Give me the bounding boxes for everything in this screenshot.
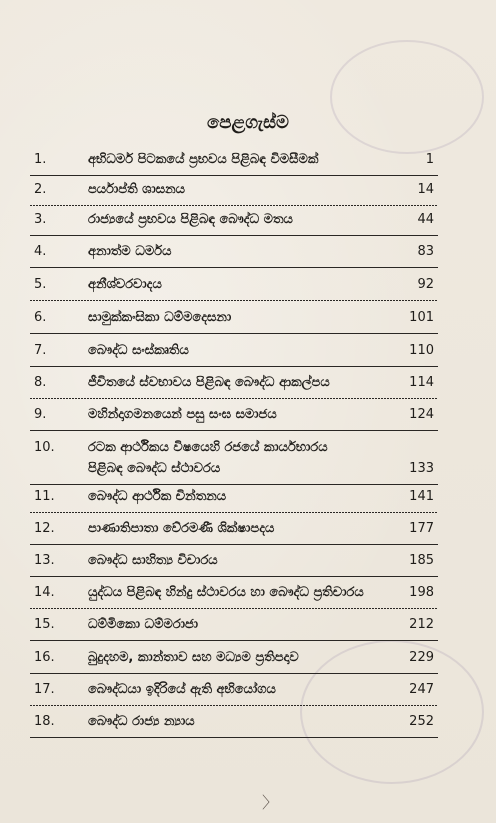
toc-entry-title: බෞද්ධ සාහිත්‍ය විචාරය bbox=[88, 553, 218, 568]
toc-entry-title: පිළිබඳ බෞද්ධ ස්ථාවරය bbox=[88, 461, 221, 476]
toc-entry-title: පර්යාප්ති ශාසනය bbox=[88, 182, 185, 197]
faded-stamp bbox=[330, 40, 484, 154]
toc-entry-page-number: 185 bbox=[409, 553, 434, 568]
toc-entry bbox=[0, 182, 496, 204]
toc-entry-title: රාජ්‍යයේ ප්‍රභවය පිළිබඳ බෞද්ධ මතය bbox=[88, 212, 293, 227]
toc-entry bbox=[0, 375, 496, 397]
toc-entry bbox=[0, 343, 496, 365]
toc-entry-number: 9. bbox=[34, 407, 47, 422]
toc-entry bbox=[0, 521, 496, 543]
toc-entry-title: බෞද්ධ ආර්ථික චින්තනය bbox=[88, 489, 227, 504]
toc-divider bbox=[30, 737, 438, 738]
toc-entry-number: 5. bbox=[34, 277, 47, 292]
toc-entry bbox=[0, 310, 496, 332]
toc-entry bbox=[0, 277, 496, 299]
toc-entry bbox=[0, 553, 496, 575]
toc-entry bbox=[0, 714, 496, 736]
page-title: පෙළගැස්ම bbox=[207, 112, 289, 133]
toc-entry-number: 3. bbox=[34, 212, 47, 227]
toc-divider bbox=[30, 544, 438, 545]
toc-entry-page-number: 177 bbox=[409, 521, 434, 536]
toc-entry-number: 6. bbox=[34, 310, 47, 325]
toc-entry-page-number: 92 bbox=[417, 277, 434, 292]
toc-entry-page-number: 14 bbox=[417, 182, 434, 197]
toc-entry-title: බුදුදහම, කාන්තාව සහ මධ්‍යම ප්‍රතිපදාව bbox=[88, 650, 299, 665]
toc-entry bbox=[0, 585, 496, 607]
page-footer-mark: 〉 bbox=[262, 793, 279, 812]
toc-entry-page-number: 83 bbox=[417, 244, 434, 259]
toc-entry-number: 12. bbox=[34, 521, 55, 536]
toc-entry bbox=[0, 212, 496, 234]
toc-divider bbox=[30, 640, 438, 641]
toc-entry-title: බෞද්ධයා ඉදිරියේ ඇති අභියෝගය bbox=[88, 682, 276, 697]
toc-entry-title: රටක ආර්ථිකය විෂයෙහි රජයේ කාර්යභාරය bbox=[88, 440, 328, 455]
toc-entry bbox=[0, 152, 496, 174]
toc-divider bbox=[30, 175, 438, 176]
toc-divider bbox=[30, 430, 438, 431]
toc-divider bbox=[30, 267, 438, 268]
toc-entry-number: 15. bbox=[34, 617, 55, 632]
toc-divider bbox=[30, 512, 438, 513]
toc-entry-number: 1. bbox=[34, 152, 47, 167]
toc-entry-number: 2. bbox=[34, 182, 47, 197]
toc-entry bbox=[0, 489, 496, 511]
toc-entry-title: මහින්දාගමනයෙන් පසු සංඝ සමාජය bbox=[88, 407, 277, 422]
toc-divider bbox=[30, 484, 438, 485]
toc-entry-page-number: 229 bbox=[409, 650, 434, 665]
toc-entry-title: අභිධර්ම පිටකයේ ප්‍රභවය පිළිබඳ විමසීමක් bbox=[88, 152, 319, 167]
toc-entry-page-number: 1 bbox=[425, 152, 434, 167]
toc-divider bbox=[30, 398, 438, 399]
toc-entry-number: 14. bbox=[34, 585, 55, 600]
toc-entry bbox=[0, 682, 496, 704]
toc-entry-page-number: 198 bbox=[409, 585, 434, 600]
toc-entry-page-number: 110 bbox=[409, 343, 434, 358]
toc-entry-page-number: 247 bbox=[409, 682, 434, 697]
toc-entry-number: 18. bbox=[34, 714, 55, 729]
toc-entry-title: අනාත්ම ධර්මය bbox=[88, 244, 172, 259]
toc-entry-title: සාමුක්කංසිකා ධම්මදෙසනා bbox=[88, 310, 232, 325]
toc-entry-title: බෞද්ධ සංස්කෘතිය bbox=[88, 343, 189, 358]
toc-entry-number: 16. bbox=[34, 650, 55, 665]
toc-entry-number: 10. bbox=[34, 440, 55, 455]
toc-entry-number: 7. bbox=[34, 343, 47, 358]
toc-entry-number: 4. bbox=[34, 244, 47, 259]
toc-entry-number: 17. bbox=[34, 682, 55, 697]
toc-entry-page-number: 101 bbox=[409, 310, 434, 325]
toc-divider bbox=[30, 705, 438, 706]
toc-entry-title: පාණාතිපාතා වේරමණී ශික්ෂාපදය bbox=[88, 521, 275, 536]
toc-divider bbox=[30, 366, 438, 367]
toc-divider bbox=[30, 235, 438, 236]
toc-entry bbox=[0, 440, 496, 476]
toc-entry-title: යුද්ධය පිළිබඳ හින්දු ස්ථාවරය හා බෞද්ධ ප්‍රතිචාරය bbox=[88, 585, 364, 600]
toc-divider bbox=[30, 673, 438, 674]
toc-divider bbox=[30, 576, 438, 577]
toc-entry bbox=[0, 244, 496, 266]
toc-entry-number: 8. bbox=[34, 375, 47, 390]
toc-entry-page-number: 124 bbox=[409, 407, 434, 422]
toc-entry-page-number: 44 bbox=[417, 212, 434, 227]
toc-entry bbox=[0, 650, 496, 672]
toc-entry-page-number: 212 bbox=[409, 617, 434, 632]
toc-entry-page-number: 133 bbox=[409, 461, 434, 476]
toc-entry-title: බෞද්ධ රාජ්‍ය න්‍යාය bbox=[88, 714, 195, 729]
toc-entry-page-number: 141 bbox=[409, 489, 434, 504]
toc-entry-page-number: 114 bbox=[409, 375, 434, 390]
toc-divider bbox=[30, 333, 438, 334]
toc-divider bbox=[30, 205, 438, 206]
toc-entry-title: අනීශ්වරවාදය bbox=[88, 277, 162, 292]
toc-entry-title: ජීවිතයේ ස්වභාවය පිළිබඳ බෞද්ධ ආකල්පය bbox=[88, 375, 330, 390]
toc-entry-number: 13. bbox=[34, 553, 55, 568]
toc-entry-number: 11. bbox=[34, 489, 55, 504]
toc-divider bbox=[30, 300, 438, 301]
toc-entry-title: ධම්මිකො ධම්මරාජා bbox=[88, 617, 199, 632]
toc-entry bbox=[0, 617, 496, 639]
toc-divider bbox=[30, 608, 438, 609]
toc-entry-page-number: 252 bbox=[409, 714, 434, 729]
toc-entry bbox=[0, 407, 496, 429]
